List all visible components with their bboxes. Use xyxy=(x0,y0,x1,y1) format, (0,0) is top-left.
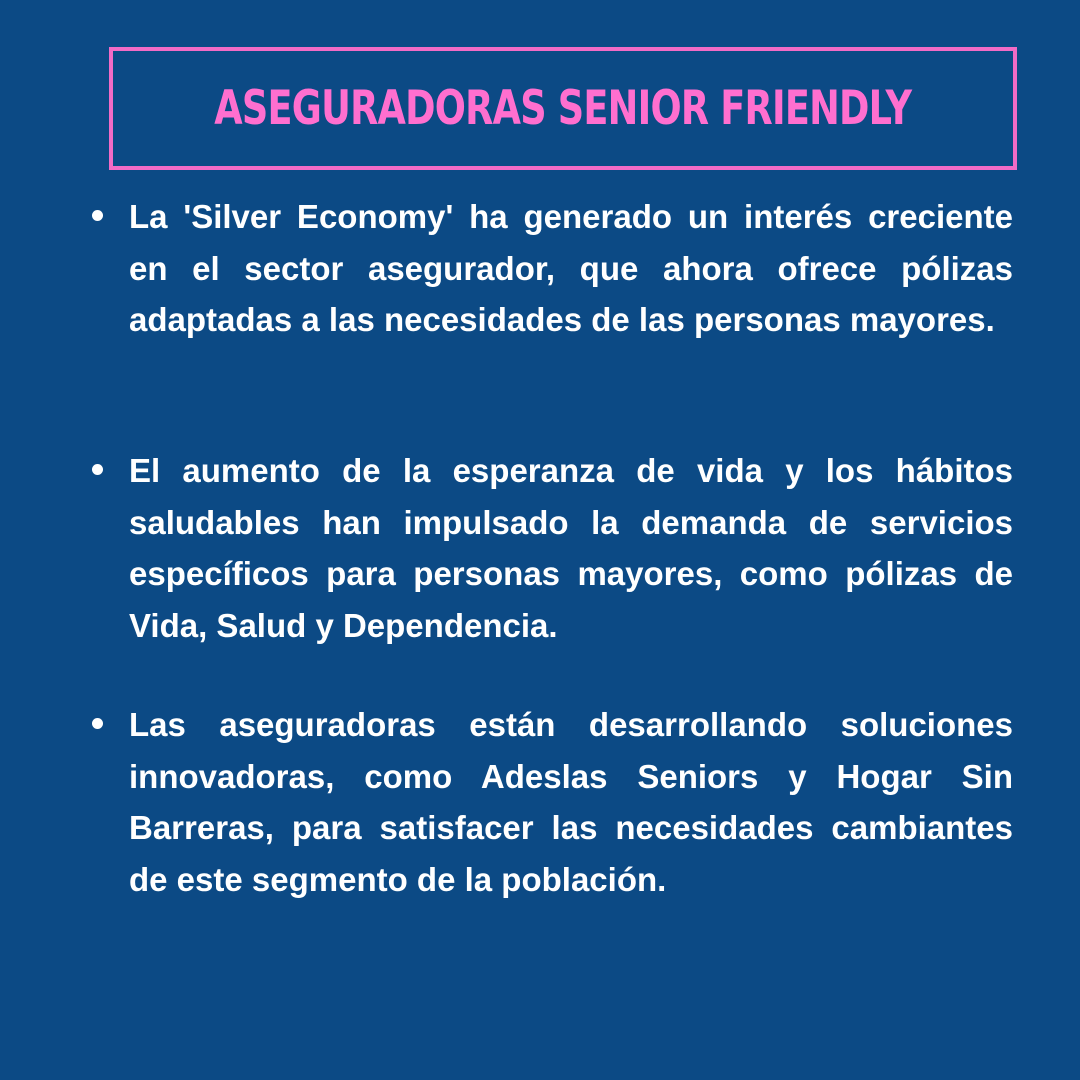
page-title: ASEGURADORAS SENIOR FRIENDLY xyxy=(214,81,912,136)
bullet-item-2: El aumento de la esperanza de vida y los hábitos saludables han impulsado la demanda de servicios específicos para personas mayores, como pólizas de Vida, Salud y Dependencia. xyxy=(129,452,1013,644)
bullet-dot-icon xyxy=(92,210,103,221)
bullet-dot-icon xyxy=(92,718,103,729)
title-frame xyxy=(109,47,1017,170)
bullet-item-3: Las aseguradoras están desarrollando soluciones innovadoras, como Adeslas Seniors y Hogar Sin Barreras, para satisfacer las necesidades cambiantes de este segmento de la población. xyxy=(129,706,1013,898)
bullet-dot-icon xyxy=(92,464,103,475)
bullet-item-1: La 'Silver Economy' ha generado un interés creciente en el sector asegurador, que ahora ofrece pólizas adaptadas a las necesidades de las personas mayores. xyxy=(129,198,1013,338)
